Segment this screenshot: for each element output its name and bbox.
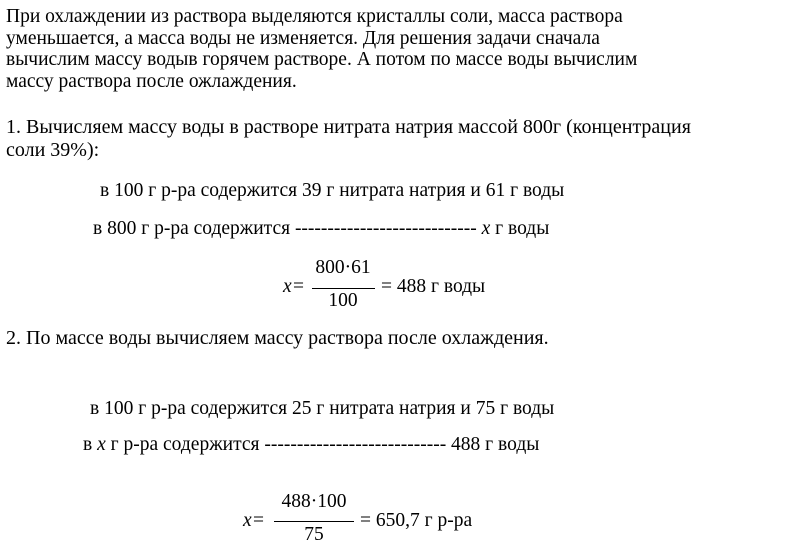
variable-x: x (481, 218, 491, 239)
formula-denominator: 75 (304, 524, 324, 545)
proportion-text: г воды (490, 218, 550, 239)
proportion-text: в 800 г р-ра содержится ---------------------------- (93, 218, 482, 239)
intro-line: При охлаждении из раствора выделяются кристаллы соли, масса раствора (6, 6, 623, 27)
formula-result: = 650,7 г р-ра (360, 510, 473, 531)
formula-variable: x (283, 276, 292, 297)
step2-proportion-line1: в 100 г р-ра содержится 25 г нитрата натрия и 75 г воды (90, 398, 555, 419)
formula-variable: x (243, 510, 252, 531)
step2-heading: 2. По массе воды вычисляем массу раствора после охлаждения. (6, 327, 549, 349)
formula-result: = 488 г воды (381, 276, 486, 297)
step1-line: соли 39%): (6, 139, 100, 161)
formula-numerator: 488·100 (281, 491, 347, 512)
formula-denominator: 100 (328, 290, 358, 311)
proportion-text: г р-ра содержится ---------------------------- 488 г воды (105, 434, 540, 455)
intro-line: уменьшается, а масса воды не изменяется. Для решения задачи сначала (6, 27, 600, 49)
fraction-bar (274, 521, 354, 522)
step1-line: 1. Вычисляем массу воды в растворе нитрата натрия массой 800г (концентрация (6, 116, 691, 138)
formula-equals: = (293, 276, 304, 297)
step1-proportion-line1: в 100 г р-ра содержится 39 г нитрата натрия и 61 г воды (100, 180, 565, 201)
formula-numerator: 800·61 (315, 257, 371, 278)
intro-line: массу раствора после ожлаждения. (6, 70, 297, 92)
variable-x: x (97, 434, 106, 455)
formula-equals: = (253, 510, 264, 531)
intro-line: вычислим массу водыв горячем растворе. А потом по массе воды вычислим (6, 49, 638, 70)
proportion-text: в (83, 434, 98, 455)
